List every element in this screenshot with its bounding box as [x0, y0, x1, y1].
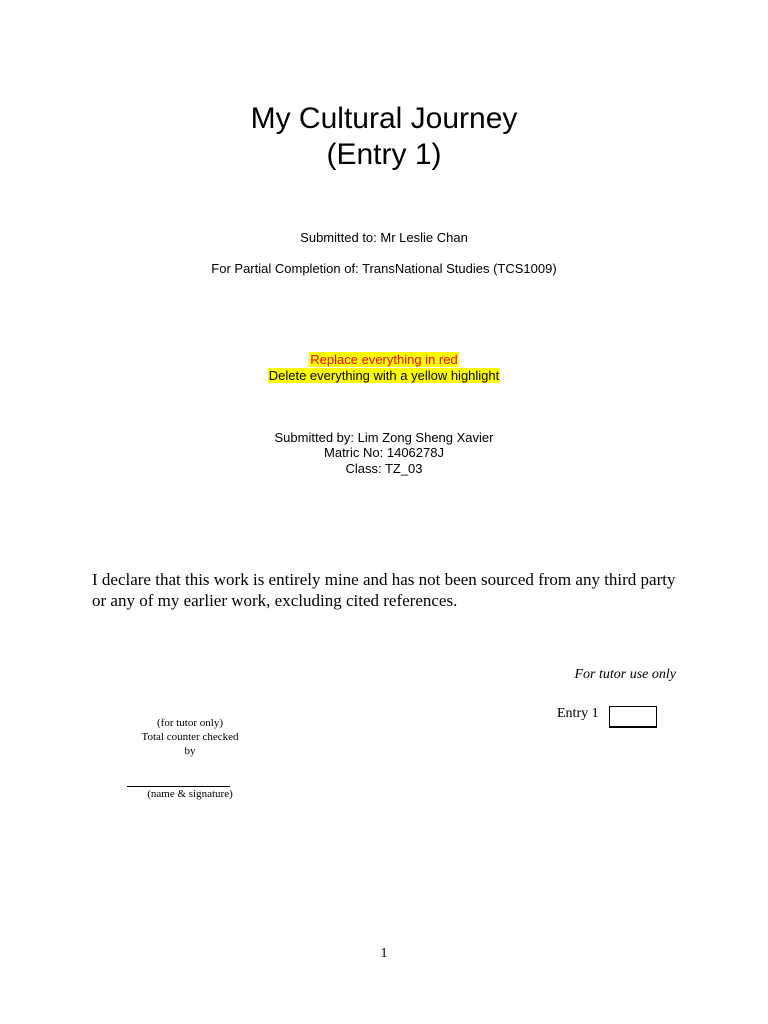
class-code: Class: TZ_03 — [345, 461, 423, 476]
checked-by: by — [184, 745, 196, 757]
partial-completion: For Partial Completion of: TransNational Studies (TCS1009) — [211, 261, 557, 276]
page-number: 1 — [380, 946, 388, 961]
name-signature-caption: (name & signature) — [147, 788, 233, 800]
instruction-delete-yellow-line — [0, 368, 768, 384]
instruction-replace-red-line — [0, 352, 768, 368]
declaration-statement: I declare that this work is entirely mine and has not been sourced from any third party or any of my earlier work, excluding cited references. — [92, 570, 676, 610]
entry-label: Entry 1 — [557, 706, 599, 721]
matric-number: Matric No: 1406278J — [324, 445, 444, 460]
for-tutor-use-label: For tutor use only — [574, 667, 676, 682]
submitted-to: Submitted to: Mr Leslie Chan — [300, 230, 468, 245]
entry-score-box[interactable] — [609, 706, 657, 728]
document-subtitle-entry: (Entry 1) — [326, 138, 442, 171]
submitted-by: Submitted by: Lim Zong Sheng Xavier — [274, 430, 494, 445]
document-title: My Cultural Journey — [250, 102, 518, 135]
instruction-delete-yellow: Delete everything with a yellow highlight — [268, 368, 500, 383]
total-counter-checked: Total counter checked — [141, 731, 239, 743]
instruction-replace-red: Replace everything in red — [310, 352, 458, 367]
tutor-check-block — [120, 716, 260, 758]
tutor-only-note: (for tutor only) — [157, 717, 223, 729]
